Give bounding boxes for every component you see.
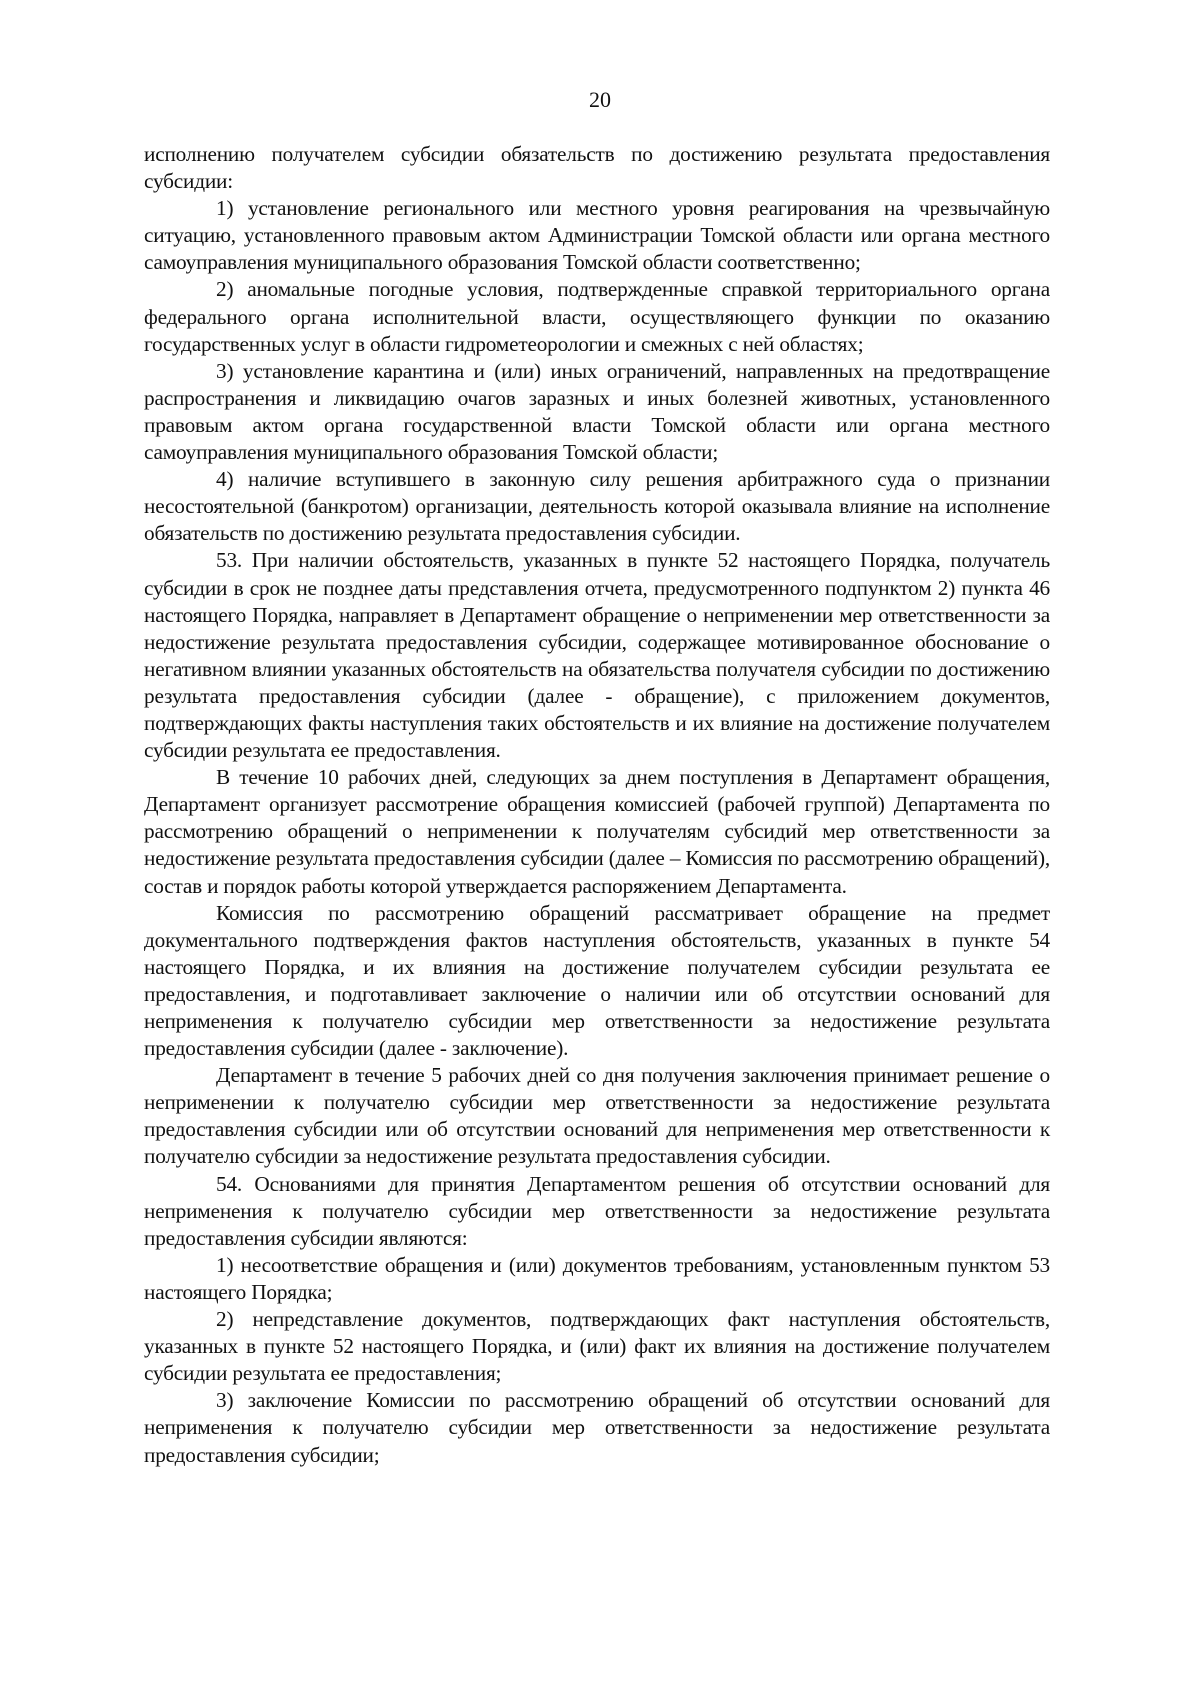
paragraph-item-3: 3) установление карантина и (или) иных ограничений, направленных на предотвращение распространения и ликвидацию очагов заразных и иных болезней животных, установленного правовым актом органа государственной власти Томской области или органа местного самоуправления муниципального образования Томской области; [144, 358, 1050, 465]
page-number: 20 [589, 87, 611, 112]
paragraph-clause-53: 53. При наличии обстоятельств, указанных в пункте 52 настоящего Порядка, получатель субсидии в срок не позднее даты представления отчета, предусмотренного подпунктом 2) пункта 46 настоящего Порядка, направляет в Департамент обращение о неприменении мер ответственности за недостижение результата предоставления субсидии, содержащее мотивированное обоснование о негативном влиянии указанных обстоятельств на обязательства получателя субсидии по достижению результата предоставления субсидии (далее - обращение), с приложением документов, подтверждающих факты наступления таких обстоятельств и их влияние на достижение получателем субсидии результата ее предоставления. [144, 548, 1050, 763]
paragraph-item-4: 4) наличие вступившего в законную силу решения арбитражного суда о признании несостоятельной (банкротом) организации, деятельность которой оказывала влияние на исполнение обязательств по достижению результата предоставления субсидии. [144, 467, 1050, 546]
paragraph-clause-54: 54. Основаниями для принятия Департаментом решения об отсутствии оснований для неприменения к получателю субсидии мер ответственности за недостижение результата предоставления субсидии являются: [144, 1171, 1050, 1250]
paragraph-item-2: 2) аномальные погодные условия, подтвержденные справкой территориального органа федерального органа исполнительной власти, осуществляющего функции по оказанию государственных услуг в области гидрометеорологии и смежных с ней областях; [144, 277, 1050, 356]
paragraph-clause-54-item-1: 1) несоответствие обращения и (или) документов требованиям, установленным пунктом 53 настоящего Порядка; [144, 1252, 1050, 1304]
paragraph-clause-54-item-3: 3) заключение Комиссии по рассмотрению обращений об отсутствии оснований для неприменения к получателю субсидии мер ответственности за недостижение результата предоставления субсидии; [144, 1388, 1050, 1467]
paragraph-clause-53-commission: Комиссия по рассмотрению обращений рассматривает обращение на предмет документального подтверждения фактов наступления обстоятельств, указанных в пункте 54 настоящего Порядка, и их влияния на достижение получателем субсидии результата ее предоставления, и подготавливает заключение о наличии или об отсутствии оснований для неприменения к получателю субсидии мер ответственности за недостижение результата предоставления субсидии (далее - заключение). [144, 900, 1050, 1061]
paragraph-clause-53-decision: Департамент в течение 5 рабочих дней со дня получения заключения принимает решение о неприменении к получателю субсидии мер ответственности за недостижение результата предоставления субсидии или об отсутствии оснований для неприменения мер ответственности к получателю субсидии за недостижение результата предоставления субсидии. [144, 1063, 1050, 1169]
paragraph-clause-54-item-2: 2) непредставление документов, подтверждающих факт наступления обстоятельств, указанных в пункте 52 настоящего Порядка, и (или) факт их влияния на достижение получателем субсидии результата ее предоставления; [144, 1307, 1050, 1386]
document-body [144, 141, 1050, 1469]
paragraph-continuation: исполнению получателем субсидии обязательств по достижению результата предоставления субсидии: [144, 142, 1050, 194]
paragraph-item-1: 1) установление регионального или местного уровня реагирования на чрезвычайную ситуацию, установленного правовым актом Администрации Томской области или органа местного самоуправления муниципального образования Томской области соответственно; [144, 196, 1050, 275]
paragraph-clause-53-term: В течение 10 рабочих дней, следующих за днем поступления в Департамент обращения, Департамент организует рассмотрение обращения комиссией (рабочей группой) Департамента по рассмотрению обращений о неприменении к получателям субсидий мер ответственности за недостижение результата предоставления субсидии (далее – Комиссия по рассмотрению обращений), состав и порядок работы которой утверждается распоряжением Департамента. [144, 765, 1050, 898]
